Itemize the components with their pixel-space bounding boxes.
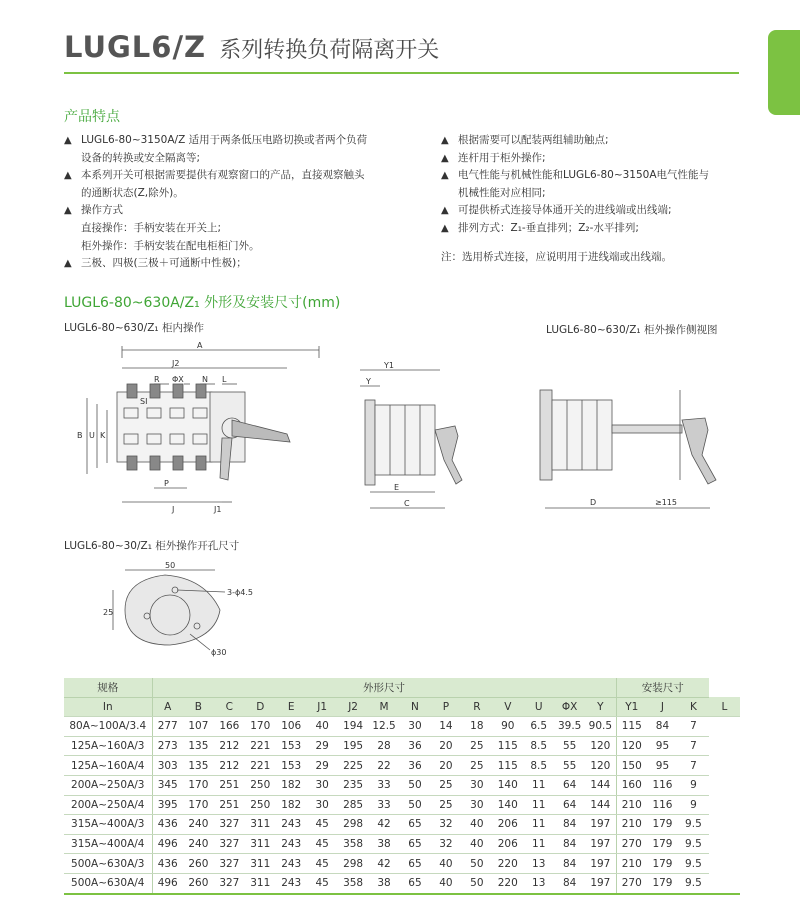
table-cell: 65: [400, 834, 431, 854]
table-cell: 20: [430, 736, 461, 756]
table-cell: 45: [307, 815, 338, 835]
cutout-drawing: [95, 560, 275, 660]
table-cell: 500A~630A/4: [64, 873, 152, 893]
column-header: J2: [338, 697, 369, 717]
table-cell: 40: [461, 815, 492, 835]
feature-left-2-line-2: [64, 238, 367, 256]
page-title: [64, 30, 439, 64]
table-cell: 179: [647, 834, 678, 854]
bullet-triangle-icon: ▲: [64, 258, 72, 270]
table-cell: 240: [183, 834, 214, 854]
table-cell: 327: [214, 873, 245, 893]
table-cell: 179: [647, 815, 678, 835]
table-cell: 358: [338, 873, 369, 893]
table-cell: 116: [647, 775, 678, 795]
table-cell: 80A~100A/3.4: [64, 717, 152, 737]
label-Y: Y: [366, 377, 371, 386]
table-cell: 125A~160A/3: [64, 736, 152, 756]
table-cell: 55: [554, 736, 585, 756]
feature-left-1-line-1: [64, 185, 367, 203]
column-header: D: [245, 697, 276, 717]
table-cell: 153: [276, 756, 307, 776]
table-cell: 358: [338, 834, 369, 854]
bullet-triangle-icon: ▲: [441, 222, 449, 234]
feature-text: 柜外操作：手柄安装在配电柜柜门外。: [81, 239, 260, 252]
table-cell: 84: [647, 717, 678, 737]
feature-right-2-line-0: [441, 167, 709, 185]
label-E: E: [394, 483, 400, 492]
table-cell: 22: [369, 756, 400, 776]
features-right-list: [441, 132, 709, 238]
table-cell: 50: [461, 873, 492, 893]
table-cell: 95: [647, 736, 678, 756]
feature-left-0-line-0: [64, 132, 367, 150]
feature-text: 机械性能对应相同;: [458, 186, 546, 199]
table-cell: 311: [245, 815, 276, 835]
outside-side-view-drawing: [530, 370, 750, 520]
table-cell: 14: [430, 717, 461, 737]
page-edge-tab: [768, 30, 800, 115]
table-cell: 194: [338, 717, 369, 737]
table-cell: 210: [616, 815, 647, 835]
label-P: P: [164, 479, 169, 488]
table-cell: 30: [461, 775, 492, 795]
table-cell: 42: [369, 815, 400, 835]
column-header: A: [152, 697, 183, 717]
table-cell: 11: [523, 795, 554, 815]
table-cell: 115: [616, 717, 647, 737]
table-cell: 38: [369, 873, 400, 893]
table-cell: 135: [183, 756, 214, 776]
label-hole: 3-ϕ4.5: [227, 588, 253, 597]
feature-text: 连杆用于柜外操作;: [458, 151, 546, 164]
table-cell: 84: [554, 815, 585, 835]
table-cell: 250: [245, 795, 276, 815]
table-cell: 436: [152, 854, 183, 874]
table-cell: 13: [523, 873, 554, 893]
table-row: [64, 815, 740, 835]
table-cell: 160: [616, 775, 647, 795]
table-cell: 42: [369, 854, 400, 874]
column-header: B: [183, 697, 214, 717]
front-view-drawing: [72, 338, 322, 518]
label-Y1: Y1: [384, 361, 394, 370]
table-cell: 220: [492, 854, 523, 874]
table-cell: 55: [554, 756, 585, 776]
bullet-triangle-icon: ▲: [441, 170, 449, 182]
table-column-headers: [64, 697, 740, 717]
column-header: L: [709, 697, 740, 717]
table-row: [64, 736, 740, 756]
bullet-triangle-icon: ▲: [441, 205, 449, 217]
table-cell: 277: [152, 717, 183, 737]
table-cell: 315A~400A/3: [64, 815, 152, 835]
feature-left-2-line-0: [64, 202, 367, 220]
table-cell: 260: [183, 873, 214, 893]
table-cell: 270: [616, 834, 647, 854]
table-cell: 220: [492, 873, 523, 893]
spec-table: [64, 678, 740, 895]
column-header: J: [647, 697, 678, 717]
side-view-drawing: [340, 360, 480, 520]
table-cell: 40: [430, 873, 461, 893]
table-cell: 25: [430, 775, 461, 795]
table-cell: 32: [430, 834, 461, 854]
label-J1: J1: [214, 505, 222, 514]
table-cell: 9: [678, 795, 709, 815]
label-C: C: [404, 499, 410, 508]
title-subtitle: 系列转换负荷隔离开关: [219, 38, 440, 63]
table-cell: 170: [183, 775, 214, 795]
table-cell: 327: [214, 854, 245, 874]
feature-text: 的通断状态(Z,除外)。: [81, 186, 184, 199]
feature-right-0-line-0: [441, 132, 709, 150]
table-cell: 30: [461, 795, 492, 815]
table-cell: 221: [245, 756, 276, 776]
label-dia: ϕ30: [211, 648, 227, 657]
table-cell: 235: [338, 775, 369, 795]
table-cell: 212: [214, 756, 245, 776]
table-cell: 500A~630A/3: [64, 854, 152, 874]
feature-left-0-line-1: [64, 150, 367, 168]
label-R: R: [154, 375, 160, 384]
table-cell: 50: [400, 775, 431, 795]
table-cell: 8.5: [523, 756, 554, 776]
table-cell: 327: [214, 815, 245, 835]
table-cell: 36: [400, 756, 431, 776]
table-cell: 33: [369, 795, 400, 815]
table-cell: 25: [461, 736, 492, 756]
table-cell: 243: [276, 854, 307, 874]
table-cell: 436: [152, 815, 183, 835]
table-cell: 95: [647, 756, 678, 776]
table-cell: 36: [400, 736, 431, 756]
table-cell: 120: [585, 736, 616, 756]
feature-right-4-line-0: [441, 220, 709, 238]
table-cell: 206: [492, 834, 523, 854]
table-cell: 179: [647, 854, 678, 874]
column-header: U: [523, 697, 554, 717]
table-cell: 166: [214, 717, 245, 737]
table-body: [64, 717, 740, 894]
table-cell: 11: [523, 775, 554, 795]
feature-text: LUGL6-80~3150A/Z 适用于两条低压电路切换或者两个负荷: [81, 134, 368, 146]
table-cell: 144: [585, 775, 616, 795]
table-cell: 50: [400, 795, 431, 815]
label-N: N: [202, 375, 208, 384]
label-B: B: [77, 431, 83, 440]
table-cell: 84: [554, 834, 585, 854]
table-cell: 84: [554, 854, 585, 874]
column-header: Y1: [616, 697, 647, 717]
table-row: [64, 717, 740, 737]
table-cell: 33: [369, 775, 400, 795]
table-cell: 106: [276, 717, 307, 737]
caption-inner-operation: LUGL6-80~630/Z₁ 柜内操作: [64, 322, 204, 334]
table-cell: 115: [492, 756, 523, 776]
label-h25: 25: [103, 608, 114, 617]
table-cell: 140: [492, 795, 523, 815]
table-cell: 65: [400, 854, 431, 874]
table-row: [64, 873, 740, 893]
table-cell: 260: [183, 854, 214, 874]
label-K: K: [100, 431, 106, 440]
table-cell: 25: [430, 795, 461, 815]
table-cell: 496: [152, 834, 183, 854]
label-L: L: [222, 375, 227, 384]
features-heading: 产品特点: [64, 109, 120, 125]
table-cell: 243: [276, 834, 307, 854]
table-cell: 197: [585, 854, 616, 874]
table-cell: 315A~400A/4: [64, 834, 152, 854]
label-J2: J2: [172, 359, 180, 368]
column-header: V: [492, 697, 523, 717]
label-D: D: [590, 498, 597, 507]
label-phiX: ΦX: [172, 375, 184, 384]
table-cell: 20: [430, 756, 461, 776]
table-cell: 116: [647, 795, 678, 815]
feature-text: 操作方式: [81, 204, 123, 217]
column-header: E: [276, 697, 307, 717]
column-header: R: [461, 697, 492, 717]
column-header: N: [400, 697, 431, 717]
table-row: [64, 834, 740, 854]
table-group-outline: 外形尺寸: [152, 678, 616, 697]
table-cell: 210: [616, 795, 647, 815]
table-cell: 30: [307, 795, 338, 815]
label-A: A: [197, 341, 203, 350]
table-cell: 13: [523, 854, 554, 874]
bullet-triangle-icon: ▲: [64, 135, 72, 146]
table-cell: 11: [523, 815, 554, 835]
table-cell: 311: [245, 854, 276, 874]
table-cell: 9.5: [678, 854, 709, 874]
column-header: J1: [307, 697, 338, 717]
table-cell: 9.5: [678, 815, 709, 835]
table-cell: 210: [616, 854, 647, 874]
table-cell: 6.5: [523, 717, 554, 737]
table-cell: 197: [585, 873, 616, 893]
table-cell: 40: [430, 854, 461, 874]
table-cell: 200A~250A/4: [64, 795, 152, 815]
table-cell: 29: [307, 756, 338, 776]
table-cell: 179: [647, 873, 678, 893]
table-cell: 250: [245, 775, 276, 795]
features-left-list: [64, 132, 367, 273]
column-header: C: [214, 697, 245, 717]
feature-text: 本系列开关可根据需要提供有观察窗口的产品，直接观察触头: [81, 169, 365, 182]
bullet-triangle-icon: ▲: [64, 205, 72, 217]
table-cell: 30: [307, 775, 338, 795]
table-group-install: 安装尺寸: [616, 678, 709, 697]
table-cell: 144: [585, 795, 616, 815]
table-cell: 12.5: [369, 717, 400, 737]
table-cell: 251: [214, 795, 245, 815]
table-cell: 25: [461, 756, 492, 776]
table-cell: 298: [338, 854, 369, 874]
title-underline: [64, 72, 739, 74]
feature-left-3-line-0: [64, 255, 367, 273]
table-row: [64, 756, 740, 776]
table-cell: 64: [554, 775, 585, 795]
feature-right-3-line-0: [441, 202, 709, 220]
table-row: [64, 795, 740, 815]
label-min115: ≥115: [655, 498, 677, 507]
table-cell: 270: [616, 873, 647, 893]
feature-text: 排列方式：Z₁-垂直排列；Z₂-水平排列;: [458, 221, 639, 234]
table-cell: 90.5: [585, 717, 616, 737]
table-cell: 9.5: [678, 834, 709, 854]
table-cell: 120: [616, 736, 647, 756]
table-cell: 90: [492, 717, 523, 737]
table-cell: 11: [523, 834, 554, 854]
table-cell: 45: [307, 854, 338, 874]
label-J: J: [172, 505, 175, 514]
table-cell: 240: [183, 815, 214, 835]
caption-cutout: LUGL6-80~30/Z₁ 柜外操作开孔尺寸: [64, 540, 240, 552]
column-header: Y: [585, 697, 616, 717]
table-cell: 170: [245, 717, 276, 737]
table-cell: 38: [369, 834, 400, 854]
table-cell: 345: [152, 775, 183, 795]
table-cell: 45: [307, 834, 338, 854]
table-cell: 65: [400, 815, 431, 835]
feature-text: 根据需要可以配装两组辅助触点;: [458, 134, 609, 146]
table-cell: 206: [492, 815, 523, 835]
column-header: P: [430, 697, 461, 717]
table-cell: 29: [307, 736, 338, 756]
bullet-triangle-icon: ▲: [64, 170, 72, 182]
table-cell: 84: [554, 873, 585, 893]
table-cell: 8.5: [523, 736, 554, 756]
table-cell: 311: [245, 834, 276, 854]
table-cell: 395: [152, 795, 183, 815]
table-cell: 7: [678, 736, 709, 756]
table-cell: 311: [245, 873, 276, 893]
table-cell: 170: [183, 795, 214, 815]
bullet-triangle-icon: ▲: [441, 152, 449, 164]
label-w50: 50: [165, 561, 176, 570]
table-cell: 40: [461, 834, 492, 854]
dimensions-heading: LUGL6-80~630A/Z₁ 外形及安装尺寸(mm): [64, 295, 341, 311]
table-cell: 7: [678, 756, 709, 776]
table-group-spec: 规格: [64, 678, 152, 697]
table-cell: 9: [678, 775, 709, 795]
table-cell: 153: [276, 736, 307, 756]
feature-text: 电气性能与机械性能和LUGL6-80~3150A电气性能与: [458, 169, 710, 182]
table-cell: 225: [338, 756, 369, 776]
table-cell: 18: [461, 717, 492, 737]
table-cell: 150: [616, 756, 647, 776]
table-cell: 39.5: [554, 717, 585, 737]
table-cell: 243: [276, 815, 307, 835]
table-cell: 243: [276, 873, 307, 893]
table-cell: 496: [152, 873, 183, 893]
table-cell: 107: [183, 717, 214, 737]
table-cell: 303: [152, 756, 183, 776]
table-cell: 251: [214, 775, 245, 795]
table-cell: 197: [585, 834, 616, 854]
table-cell: 45: [307, 873, 338, 893]
table-cell: 125A~160A/4: [64, 756, 152, 776]
table-cell: 135: [183, 736, 214, 756]
feature-left-1-line-0: [64, 167, 367, 185]
table-cell: 212: [214, 736, 245, 756]
table-cell: 64: [554, 795, 585, 815]
table-cell: 273: [152, 736, 183, 756]
column-header: M: [369, 697, 400, 717]
table-cell: 115: [492, 736, 523, 756]
bullet-triangle-icon: ▲: [441, 135, 449, 146]
label-U: U: [89, 431, 95, 440]
table-cell: 32: [430, 815, 461, 835]
column-header: K: [678, 697, 709, 717]
table-cell: 28: [369, 736, 400, 756]
table-cell: 182: [276, 775, 307, 795]
column-header: ΦX: [554, 697, 585, 717]
caption-side-view: LUGL6-80~630/Z₁ 柜外操作侧视图: [546, 324, 718, 336]
table-cell: 195: [338, 736, 369, 756]
table-cell: 221: [245, 736, 276, 756]
feature-right-2-line-1: [441, 185, 709, 203]
table-cell: 9.5: [678, 873, 709, 893]
table-cell: 140: [492, 775, 523, 795]
table-cell: 200A~250A/3: [64, 775, 152, 795]
features-note: 注：选用桥式连接，应说明用于进线端或出线端。: [441, 251, 672, 263]
table-row: [64, 775, 740, 795]
table-cell: 50: [461, 854, 492, 874]
feature-text: 设备的转换或安全隔离等;: [81, 151, 201, 164]
table-cell: 327: [214, 834, 245, 854]
table-cell: 30: [400, 717, 431, 737]
title-model: LUGL6/Z: [64, 30, 207, 64]
column-header: In: [64, 697, 152, 717]
feature-left-2-line-1: [64, 220, 367, 238]
table-cell: 197: [585, 815, 616, 835]
table-cell: 40: [307, 717, 338, 737]
feature-text: 可提供桥式连接导体通开关的进线端或出线端;: [458, 204, 672, 217]
table-row: [64, 854, 740, 874]
feature-text: 三极、四极(三极＋可通断中性极)；: [81, 257, 247, 270]
feature-text: 直接操作：手柄安装在开关上;: [81, 221, 222, 234]
label-SI: SI: [140, 397, 148, 406]
table-cell: 182: [276, 795, 307, 815]
table-cell: 285: [338, 795, 369, 815]
table-cell: 7: [678, 717, 709, 737]
table-cell: 298: [338, 815, 369, 835]
feature-right-1-line-0: [441, 150, 709, 168]
table-cell: 120: [585, 756, 616, 776]
table-cell: 65: [400, 873, 431, 893]
